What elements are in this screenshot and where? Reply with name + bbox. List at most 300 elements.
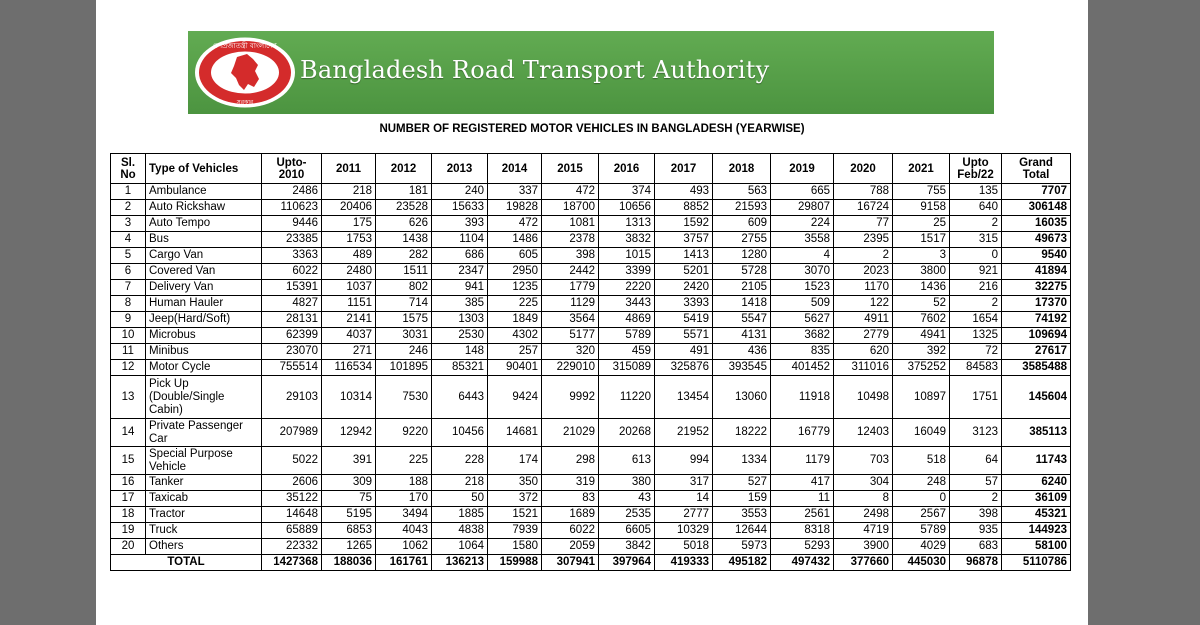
grand-total-cell: 41894 <box>1002 264 1071 280</box>
value-cell: 3553 <box>713 507 771 523</box>
value-cell: 994 <box>655 447 713 475</box>
value-cell: 620 <box>834 344 893 360</box>
vehicle-type-cell: Bus <box>146 232 262 248</box>
value-cell: 8852 <box>655 200 713 216</box>
value-cell: 188 <box>376 475 432 491</box>
value-cell: 10498 <box>834 376 893 419</box>
value-cell: 4302 <box>488 328 542 344</box>
value-cell: 686 <box>432 248 488 264</box>
value-cell: 23070 <box>262 344 322 360</box>
value-cell: 2 <box>950 216 1002 232</box>
vehicle-type-cell: Human Hauler <box>146 296 262 312</box>
value-cell: 489 <box>322 248 376 264</box>
value-cell: 315 <box>950 232 1002 248</box>
value-cell: 6605 <box>599 523 655 539</box>
value-cell: 2395 <box>834 232 893 248</box>
value-cell: 2141 <box>322 312 376 328</box>
vehicle-type-cell: Cargo Van <box>146 248 262 264</box>
value-cell: 110623 <box>262 200 322 216</box>
value-cell: 2535 <box>599 507 655 523</box>
value-cell: 4043 <box>376 523 432 539</box>
value-cell: 22332 <box>262 539 322 555</box>
total-value-cell: 1427368 <box>262 555 322 571</box>
total-value-cell: 96878 <box>950 555 1002 571</box>
value-cell: 2606 <box>262 475 322 491</box>
column-header: Grand Total <box>1002 154 1071 184</box>
bangladesh-seal-logo <box>192 35 298 110</box>
value-cell: 12644 <box>713 523 771 539</box>
value-cell: 5293 <box>771 539 834 555</box>
value-cell: 380 <box>599 475 655 491</box>
seal-text-top: গণপ্রজাতন্ত্রী বাংলাদেশ <box>213 42 277 50</box>
table-row <box>111 200 1071 216</box>
grand-total-cell: 6240 <box>1002 475 1071 491</box>
value-cell: 229010 <box>542 360 599 376</box>
value-cell: 509 <box>771 296 834 312</box>
value-cell: 5789 <box>893 523 950 539</box>
value-cell: 472 <box>488 216 542 232</box>
value-cell: 135 <box>950 184 1002 200</box>
value-cell: 2498 <box>834 507 893 523</box>
vehicle-type-cell: Tanker <box>146 475 262 491</box>
value-cell: 5419 <box>655 312 713 328</box>
value-cell: 298 <box>542 447 599 475</box>
vehicle-type-cell: Ambulance <box>146 184 262 200</box>
value-cell: 683 <box>950 539 1002 555</box>
value-cell: 714 <box>376 296 432 312</box>
value-cell: 43 <box>599 491 655 507</box>
value-cell: 2567 <box>893 507 950 523</box>
table-row <box>111 296 1071 312</box>
value-cell: 10329 <box>655 523 713 539</box>
vehicle-type-cell: Others <box>146 539 262 555</box>
value-cell: 15633 <box>432 200 488 216</box>
value-cell: 1170 <box>834 280 893 296</box>
value-cell: 0 <box>893 491 950 507</box>
vehicle-type-cell: Special Purpose Vehicle <box>146 447 262 475</box>
column-header: 2016 <box>599 154 655 184</box>
value-cell: 665 <box>771 184 834 200</box>
value-cell: 472 <box>542 184 599 200</box>
grand-total-cell: 36109 <box>1002 491 1071 507</box>
table-row <box>111 539 1071 555</box>
vehicle-type-cell: Auto Tempo <box>146 216 262 232</box>
value-cell: 84583 <box>950 360 1002 376</box>
value-cell: 6022 <box>262 264 322 280</box>
value-cell: 1849 <box>488 312 542 328</box>
value-cell: 398 <box>542 248 599 264</box>
serial-cell: 9 <box>111 312 146 328</box>
value-cell: 417 <box>771 475 834 491</box>
value-cell: 3070 <box>771 264 834 280</box>
value-cell: 304 <box>834 475 893 491</box>
value-cell: 15391 <box>262 280 322 296</box>
value-cell: 626 <box>376 216 432 232</box>
value-cell: 9992 <box>542 376 599 419</box>
table-row <box>111 232 1071 248</box>
value-cell: 9446 <box>262 216 322 232</box>
value-cell: 12942 <box>322 419 376 447</box>
value-cell: 755514 <box>262 360 322 376</box>
value-cell: 1325 <box>950 328 1002 344</box>
value-cell: 1753 <box>322 232 376 248</box>
value-cell: 23528 <box>376 200 432 216</box>
table-row <box>111 344 1071 360</box>
grand-total-cell: 45321 <box>1002 507 1071 523</box>
grand-total-cell: 9540 <box>1002 248 1071 264</box>
vehicle-type-cell: Delivery Van <box>146 280 262 296</box>
value-cell: 1580 <box>488 539 542 555</box>
value-cell: 3123 <box>950 419 1002 447</box>
table-row <box>111 507 1071 523</box>
value-cell: 19828 <box>488 200 542 216</box>
grand-total-cell: 145604 <box>1002 376 1071 419</box>
value-cell: 1521 <box>488 507 542 523</box>
table-row <box>111 419 1071 447</box>
column-header: 2020 <box>834 154 893 184</box>
value-cell: 8318 <box>771 523 834 539</box>
value-cell: 2486 <box>262 184 322 200</box>
serial-cell: 17 <box>111 491 146 507</box>
table-row <box>111 280 1071 296</box>
value-cell: 16779 <box>771 419 834 447</box>
column-header: Upto-2010 <box>262 154 322 184</box>
value-cell: 755 <box>893 184 950 200</box>
value-cell: 1015 <box>599 248 655 264</box>
value-cell: 3558 <box>771 232 834 248</box>
column-header: 2018 <box>713 154 771 184</box>
value-cell: 246 <box>376 344 432 360</box>
value-cell: 181 <box>376 184 432 200</box>
value-cell: 3900 <box>834 539 893 555</box>
value-cell: 835 <box>771 344 834 360</box>
value-cell: 337 <box>488 184 542 200</box>
table-row <box>111 312 1071 328</box>
serial-cell: 2 <box>111 200 146 216</box>
value-cell: 20406 <box>322 200 376 216</box>
value-cell: 1436 <box>893 280 950 296</box>
vehicle-type-cell: Motor Cycle <box>146 360 262 376</box>
value-cell: 90401 <box>488 360 542 376</box>
value-cell: 14681 <box>488 419 542 447</box>
value-cell: 14 <box>655 491 713 507</box>
vehicle-type-cell: Tractor <box>146 507 262 523</box>
value-cell: 372 <box>488 491 542 507</box>
value-cell: 13454 <box>655 376 713 419</box>
vehicle-type-cell: Pick Up (Double/Single Cabin) <box>146 376 262 419</box>
value-cell: 4131 <box>713 328 771 344</box>
value-cell: 10656 <box>599 200 655 216</box>
value-cell: 315089 <box>599 360 655 376</box>
value-cell: 218 <box>322 184 376 200</box>
value-cell: 228 <box>432 447 488 475</box>
serial-cell: 12 <box>111 360 146 376</box>
value-cell: 9220 <box>376 419 432 447</box>
value-cell: 1064 <box>432 539 488 555</box>
value-cell: 7530 <box>376 376 432 419</box>
value-cell: 101895 <box>376 360 432 376</box>
value-cell: 941 <box>432 280 488 296</box>
value-cell: 5018 <box>655 539 713 555</box>
value-cell: 1511 <box>376 264 432 280</box>
value-cell: 14648 <box>262 507 322 523</box>
vehicle-type-cell: Private Passenger Car <box>146 419 262 447</box>
grand-total-cell: 385113 <box>1002 419 1071 447</box>
value-cell: 374 <box>599 184 655 200</box>
value-cell: 271 <box>322 344 376 360</box>
value-cell: 1151 <box>322 296 376 312</box>
vehicle-type-cell: Microbus <box>146 328 262 344</box>
value-cell: 3800 <box>893 264 950 280</box>
value-cell: 311016 <box>834 360 893 376</box>
grand-total-cell: 17370 <box>1002 296 1071 312</box>
value-cell: 4827 <box>262 296 322 312</box>
value-cell: 10456 <box>432 419 488 447</box>
value-cell: 16724 <box>834 200 893 216</box>
value-cell: 57 <box>950 475 1002 491</box>
total-value-cell: 497432 <box>771 555 834 571</box>
value-cell: 393545 <box>713 360 771 376</box>
value-cell: 0 <box>950 248 1002 264</box>
value-cell: 3842 <box>599 539 655 555</box>
value-cell: 802 <box>376 280 432 296</box>
value-cell: 3 <box>893 248 950 264</box>
value-cell: 248 <box>893 475 950 491</box>
value-cell: 216 <box>950 280 1002 296</box>
value-cell: 7939 <box>488 523 542 539</box>
value-cell: 122 <box>834 296 893 312</box>
value-cell: 563 <box>713 184 771 200</box>
total-value-cell: 188036 <box>322 555 376 571</box>
grand-total-cell: 7707 <box>1002 184 1071 200</box>
column-header: Sl. No <box>111 154 146 184</box>
value-cell: 436 <box>713 344 771 360</box>
vehicle-type-cell: Jeep(Hard/Soft) <box>146 312 262 328</box>
column-header: Type of Vehicles <box>146 154 262 184</box>
total-value-cell: 377660 <box>834 555 893 571</box>
value-cell: 1517 <box>893 232 950 248</box>
vehicle-type-cell: Truck <box>146 523 262 539</box>
total-row <box>111 555 1071 571</box>
value-cell: 50 <box>432 491 488 507</box>
grand-total-cell: 109694 <box>1002 328 1071 344</box>
value-cell: 2059 <box>542 539 599 555</box>
column-header: 2013 <box>432 154 488 184</box>
value-cell: 4719 <box>834 523 893 539</box>
value-cell: 10897 <box>893 376 950 419</box>
value-cell: 1280 <box>713 248 771 264</box>
value-cell: 3399 <box>599 264 655 280</box>
value-cell: 1779 <box>542 280 599 296</box>
value-cell: 4029 <box>893 539 950 555</box>
value-cell: 640 <box>950 200 1002 216</box>
value-cell: 1413 <box>655 248 713 264</box>
value-cell: 605 <box>488 248 542 264</box>
column-header: 2015 <box>542 154 599 184</box>
value-cell: 21593 <box>713 200 771 216</box>
value-cell: 7602 <box>893 312 950 328</box>
value-cell: 13060 <box>713 376 771 419</box>
value-cell: 1313 <box>599 216 655 232</box>
value-cell: 23385 <box>262 232 322 248</box>
value-cell: 2779 <box>834 328 893 344</box>
value-cell: 2023 <box>834 264 893 280</box>
value-cell: 75 <box>322 491 376 507</box>
value-cell: 393 <box>432 216 488 232</box>
value-cell: 1575 <box>376 312 432 328</box>
value-cell: 3832 <box>599 232 655 248</box>
value-cell: 392 <box>893 344 950 360</box>
column-header: 2012 <box>376 154 432 184</box>
serial-cell: 8 <box>111 296 146 312</box>
column-header: 2019 <box>771 154 834 184</box>
value-cell: 3031 <box>376 328 432 344</box>
value-cell: 2105 <box>713 280 771 296</box>
value-cell: 29103 <box>262 376 322 419</box>
value-cell: 398 <box>950 507 1002 523</box>
value-cell: 325876 <box>655 360 713 376</box>
grand-total-cell: 49673 <box>1002 232 1071 248</box>
serial-cell: 7 <box>111 280 146 296</box>
value-cell: 3494 <box>376 507 432 523</box>
table-row <box>111 523 1071 539</box>
value-cell: 1523 <box>771 280 834 296</box>
value-cell: 385 <box>432 296 488 312</box>
value-cell: 350 <box>488 475 542 491</box>
vehicles-table <box>110 153 1071 571</box>
value-cell: 5973 <box>713 539 771 555</box>
grand-total-cell: 58100 <box>1002 539 1071 555</box>
value-cell: 1129 <box>542 296 599 312</box>
value-cell: 527 <box>713 475 771 491</box>
value-cell: 1179 <box>771 447 834 475</box>
value-cell: 207989 <box>262 419 322 447</box>
value-cell: 4911 <box>834 312 893 328</box>
grand-total-cell: 3585488 <box>1002 360 1071 376</box>
vehicle-type-cell: Auto Rickshaw <box>146 200 262 216</box>
total-label: TOTAL <box>111 555 262 571</box>
value-cell: 3757 <box>655 232 713 248</box>
value-cell: 1334 <box>713 447 771 475</box>
total-value-cell: 161761 <box>376 555 432 571</box>
value-cell: 613 <box>599 447 655 475</box>
value-cell: 2 <box>950 491 1002 507</box>
value-cell: 5201 <box>655 264 713 280</box>
serial-cell: 18 <box>111 507 146 523</box>
value-cell: 319 <box>542 475 599 491</box>
table-row <box>111 264 1071 280</box>
value-cell: 921 <box>950 264 1002 280</box>
serial-cell: 20 <box>111 539 146 555</box>
value-cell: 1751 <box>950 376 1002 419</box>
value-cell: 1885 <box>432 507 488 523</box>
seal-text-bottom: সরকার <box>236 99 254 106</box>
serial-cell: 5 <box>111 248 146 264</box>
value-cell: 2442 <box>542 264 599 280</box>
value-cell: 85321 <box>432 360 488 376</box>
value-cell: 493 <box>655 184 713 200</box>
value-cell: 21952 <box>655 419 713 447</box>
value-cell: 11 <box>771 491 834 507</box>
value-cell: 3443 <box>599 296 655 312</box>
value-cell: 72 <box>950 344 1002 360</box>
column-header: Upto Feb/22 <box>950 154 1002 184</box>
table-row <box>111 491 1071 507</box>
value-cell: 2777 <box>655 507 713 523</box>
value-cell: 116534 <box>322 360 376 376</box>
value-cell: 35122 <box>262 491 322 507</box>
total-value-cell: 419333 <box>655 555 713 571</box>
value-cell: 175 <box>322 216 376 232</box>
serial-cell: 19 <box>111 523 146 539</box>
value-cell: 16049 <box>893 419 950 447</box>
value-cell: 9158 <box>893 200 950 216</box>
table-row <box>111 216 1071 232</box>
value-cell: 4037 <box>322 328 376 344</box>
vehicle-type-cell: Minibus <box>146 344 262 360</box>
vehicle-type-cell: Covered Van <box>146 264 262 280</box>
value-cell: 5195 <box>322 507 376 523</box>
value-cell: 282 <box>376 248 432 264</box>
value-cell: 935 <box>950 523 1002 539</box>
serial-cell: 14 <box>111 419 146 447</box>
total-value-cell: 397964 <box>599 555 655 571</box>
total-value-cell: 136213 <box>432 555 488 571</box>
serial-cell: 4 <box>111 232 146 248</box>
serial-cell: 6 <box>111 264 146 280</box>
value-cell: 170 <box>376 491 432 507</box>
value-cell: 5547 <box>713 312 771 328</box>
document-title: NUMBER OF REGISTERED MOTOR VEHICLES IN BANGLADESH (YEARWISE) <box>379 123 805 135</box>
value-cell: 65889 <box>262 523 322 539</box>
value-cell: 459 <box>599 344 655 360</box>
value-cell: 1265 <box>322 539 376 555</box>
value-cell: 1592 <box>655 216 713 232</box>
table-row <box>111 475 1071 491</box>
value-cell: 5571 <box>655 328 713 344</box>
serial-cell: 1 <box>111 184 146 200</box>
value-cell: 5789 <box>599 328 655 344</box>
value-cell: 8 <box>834 491 893 507</box>
value-cell: 52 <box>893 296 950 312</box>
value-cell: 2 <box>950 296 1002 312</box>
value-cell: 5728 <box>713 264 771 280</box>
brand-name: Bangladesh Road Transport Authority <box>300 56 770 84</box>
table-row <box>111 360 1071 376</box>
value-cell: 2950 <box>488 264 542 280</box>
value-cell: 5177 <box>542 328 599 344</box>
value-cell: 2561 <box>771 507 834 523</box>
table-row <box>111 376 1071 419</box>
value-cell: 10314 <box>322 376 376 419</box>
value-cell: 1438 <box>376 232 432 248</box>
grand-total-cell: 32275 <box>1002 280 1071 296</box>
serial-cell: 10 <box>111 328 146 344</box>
total-value-cell: 495182 <box>713 555 771 571</box>
value-cell: 62399 <box>262 328 322 344</box>
column-header: 2011 <box>322 154 376 184</box>
value-cell: 83 <box>542 491 599 507</box>
brta-banner <box>188 31 994 114</box>
column-header: 2017 <box>655 154 713 184</box>
value-cell: 1303 <box>432 312 488 328</box>
total-value-cell: 307941 <box>542 555 599 571</box>
value-cell: 2480 <box>322 264 376 280</box>
value-cell: 225 <box>488 296 542 312</box>
value-cell: 28131 <box>262 312 322 328</box>
value-cell: 1486 <box>488 232 542 248</box>
value-cell: 9424 <box>488 376 542 419</box>
